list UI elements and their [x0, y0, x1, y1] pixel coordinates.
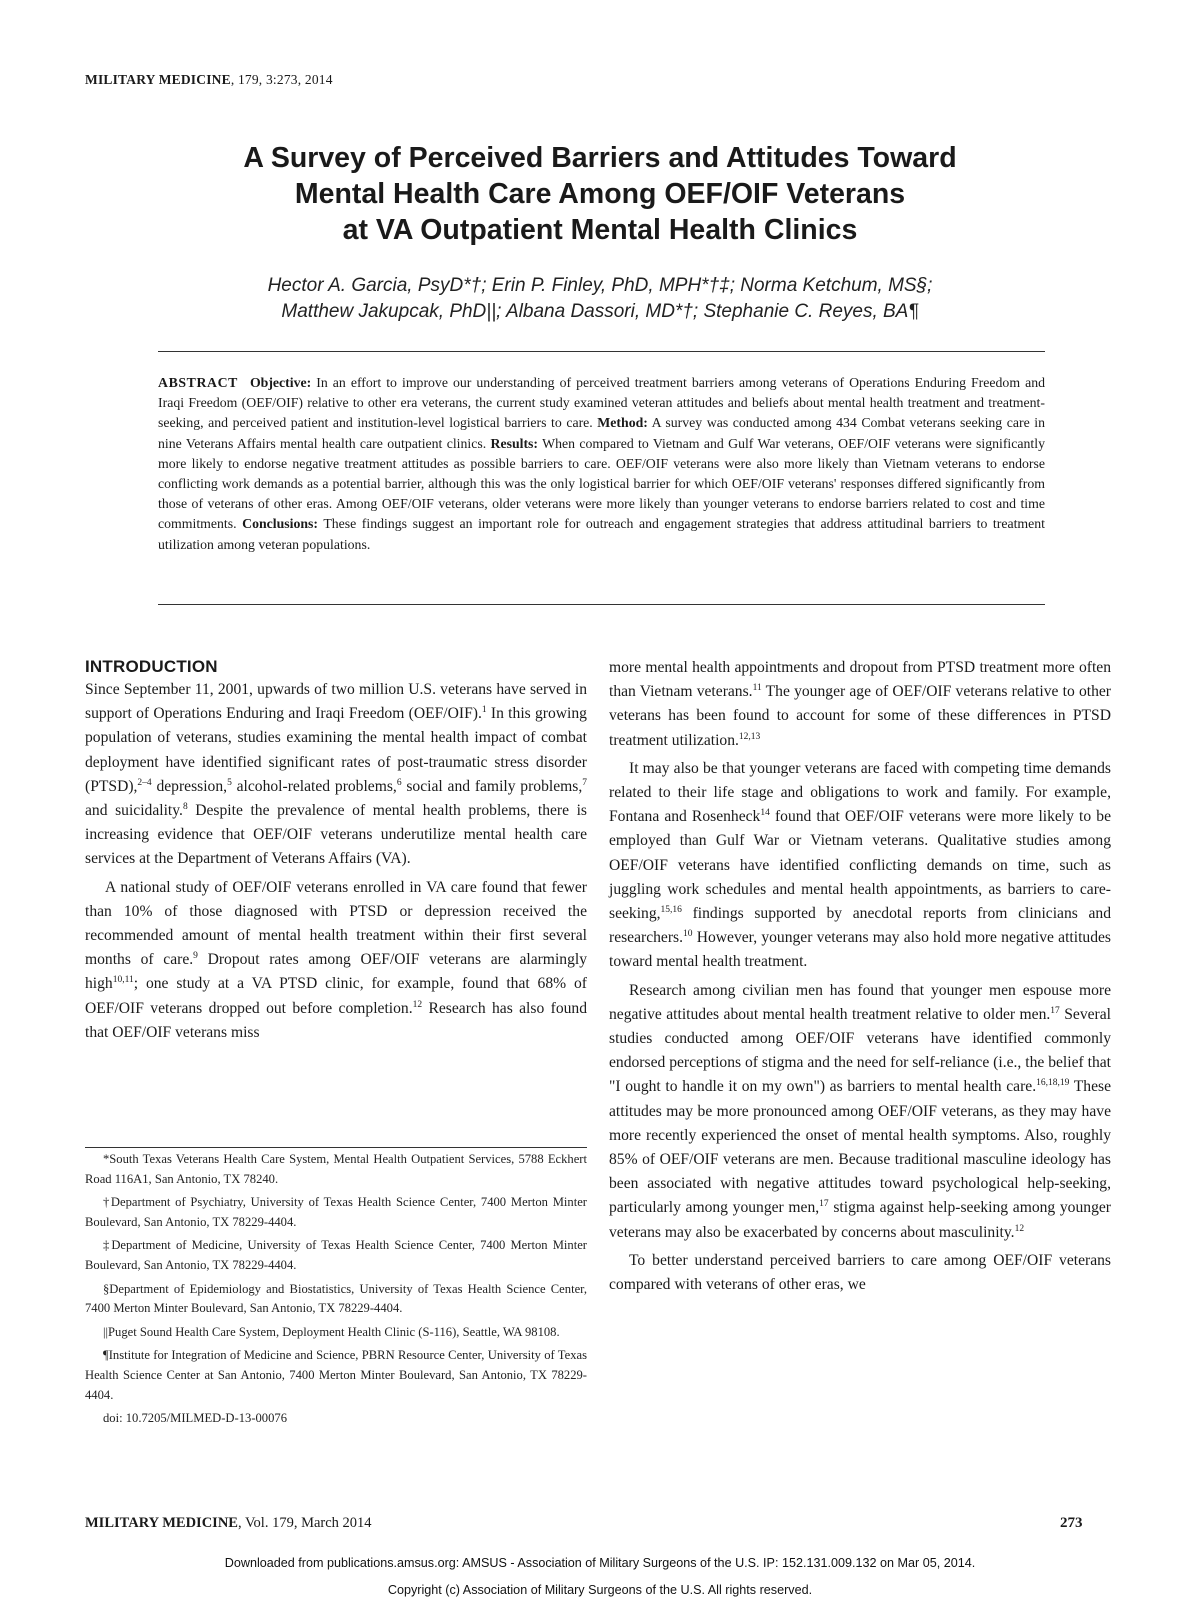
intro-paragraph-3: more mental health appointments and dropout from PTSD treatment more often than Vietnam veterans.$^{11}$ The younger age of OEF/OIF veterans relative to other veterans has been found to account for some of these differences in PTSD treatment utilization.$^{12,13}$ — [609, 659, 1111, 749]
footnote: ¶Institute for Integration of Medicine and Science, PBRN Resource Center, University of Texas Health Science Center at San Antonio, 7400 Merton Minter Boulevard, San Antonio, TX 78229-4404. — [85, 1348, 587, 1402]
journal-citation: , 179, 3:273, 2014 — [230, 72, 333, 87]
doi: doi: 10.7205/MILMED-D-13-00076 — [103, 1411, 287, 1426]
page-number: 273 — [1060, 1515, 1083, 1531]
author-list — [100, 273, 1100, 325]
intro-paragraph-5: Research among civilian men has found that younger men espouse more negative attitudes about mental health treatment relative to older men.$^{17}$ Several studies conducted among OEF/OIF veterans have identified commonly endorsed perceptions of stigma and the need for self-reliance (i.e., the belief that "I ought to handle it on my own") as barriers to mental health care.$^{16,18,19}$ These attitudes may be more pronounced among OEF/OIF veterans, as they may have more recently experienced the onset of mental health symptoms. Also, roughly 85% of OEF/OIF veterans are men. Because traditional masculine ideology has been associated with negative attitudes toward psychological help-seeking, particularly among younger men,$^{17}$ stigma against help-seeking among younger veterans may also be exacerbated by concerns about masculinity.$^{12}$ — [609, 981, 1111, 1241]
title-line: Mental Health Care Among OEF/OIF Veterans — [294, 178, 906, 210]
download-line: Downloaded from publications.amsus.org: AMSUS - Association of Military Surgeons of the U.S. IP: 152.131.009.132 on Mar 05, 2014. — [224, 1556, 976, 1570]
footnote-rule — [85, 1147, 587, 1148]
footer-journal — [85, 1515, 372, 1532]
intro-paragraph-4: It may also be that younger veterans are faced with competing time demands related to their life stage and obligations to work and family. For example, Fontana and Rosenheck$^{14}$ found that OEF/OIF veterans were more likely to be employed than Gulf War or Vietnam veterans. Qualitative studies among OEF/OIF veterans have identified conflicting demands on time, such as juggling work schedules and mental health appointments, as barriers to care-seeking,$^{15,16}$ findings supported by anecdotal reports from clinicians and researchers.$^{10}$ However, younger veterans may also hold more negative attitudes toward mental health treatment. — [609, 759, 1111, 971]
affiliation-footnotes — [85, 1147, 587, 1433]
conclusions-text: These findings suggest an important role for outreach and engagement strategies that address attitudinal barriers to treatment utilization among veteran populations. — [158, 516, 1045, 552]
objective-text: In an effort to improve our understanding of perceived treatment barriers among veterans of Operations Enduring Freedom and Iraqi Freedom (OEF/OIF) relative to other era veterans, the current study examined veteran attitudes and beliefs about mental health treatment and treatment-seeking, and perceived patient and institution-level logistical barriers to care. — [158, 375, 1045, 431]
footnote: †Department of Psychiatry, University of Texas Health Science Center, 7400 Merton Minter Boulevard, San Antonio, TX 78229-4404. — [85, 1195, 587, 1229]
conclusions-label: Conclusions: — [242, 516, 319, 532]
footnote: §Department of Epidemiology and Biostatistics, University of Texas Health Science Center, 7400 Merton Minter Boulevard, San Antonio, TX 78229-4404. — [85, 1281, 587, 1316]
footnote: ||Puget Sound Health Care System, Deployment Health Clinic (S-116), Seattle, WA 98108. — [103, 1324, 560, 1339]
intro-paragraph-2: A national study of OEF/OIF veterans enrolled in VA care found that fewer than 10% of those diagnosed with PTSD or depression received the recommended amount of mental health treatment within their first several months of care.$^9$ Dropout rates among OEF/OIF veterans are alarmingly high$^{10,11}$; one study at a VA PTSD clinic, for example, found that 68% of OEF/OIF veterans dropped out before completion.$^{12}$ Research has also found that OEF/OIF veterans miss — [85, 878, 588, 1041]
title-line: at VA Outpatient Mental Health Clinics — [342, 214, 858, 246]
left-column — [85, 658, 587, 1049]
journal-header — [85, 72, 333, 88]
footnote: *South Texas Veterans Health Care System, Mental Health Outpatient Services, 5788 Eckhert Road 116A1, San Antonio, TX 78240. — [85, 1152, 587, 1186]
download-notice — [0, 1550, 1200, 1604]
abstract-bottom-rule — [158, 604, 1045, 605]
method-text: A survey was conducted among 434 Combat veterans seeking care in nine Veterans Affairs mental health care outpatient clinics. — [158, 415, 1045, 451]
footnote: ‡Department of Medicine, University of Texas Health Science Center, 7400 Merton Minter Boulevard, San Antonio, TX 78229-4404. — [85, 1238, 587, 1272]
footer-issue: , Vol. 179, March 2014 — [237, 1515, 372, 1531]
objective-label: Objective: — [249, 375, 312, 390]
results-text: When compared to Vietnam and Gulf War veterans, OEF/OIF veterans were significantly more likely to endorse negative treatment attitudes as possible barriers to care. OEF/OIF veterans were also more likely than Vietnam veterans to endorse conflicting work demands as a potential barrier, although this was the only logistical barrier for which OEF/OIF veterans' responses differed significantly from those of veterans of other eras. Among OEF/OIF veterans, older veterans were more likely than younger veterans to endorse barriers related to cost and time commitments. — [158, 435, 1045, 532]
results-label: Results: — [490, 435, 539, 451]
copyright-line: Copyright (c) Association of Military Surgeons of the U.S. All rights reserved. — [387, 1583, 813, 1597]
article-title — [100, 140, 1100, 248]
intro-paragraph-6: To better understand perceived barriers to care among OEF/OIF veterans compared with veterans of other eras, we — [609, 1251, 1111, 1294]
abstract-top-rule — [158, 351, 1045, 352]
intro-paragraph-1: Since September 11, 2001, upwards of two million U.S. veterans have served in support of Operations Enduring and Iraqi Freedom (OEF/OIF).$^1$ In this growing population of veterans, studies examining the mental health impact of combat deployment have identified significant rates of post-traumatic stress disorder (PTSD),$^{2-4}$ depression,$^5$ alcohol-related problems,$^6$ social and family problems,$^7$ and suicidality.$^8$ Despite the prevalence of mental health problems, there is increasing evidence that OEF/OIF veterans underutilize mental health care services at the Department of Veterans Affairs (VA). — [85, 681, 587, 868]
abstract — [158, 373, 1045, 555]
right-column — [609, 656, 1111, 1301]
footer-journal-name: MILITARY MEDICINE — [85, 1515, 238, 1531]
author-line: Hector A. Garcia, PsyD*†; Erin P. Finley, PhD, MPH*†‡; Norma Ketchum, MS§; — [267, 275, 933, 296]
journal-name: MILITARY MEDICINE — [85, 72, 231, 87]
author-line: Matthew Jakupcak, PhD||; Albana Dassori, MD*†; Stephanie C. Reyes, BA¶ — [281, 301, 919, 322]
section-heading-introduction: INTRODUCTION — [85, 657, 218, 676]
abstract-label: ABSTRACT — [158, 375, 238, 390]
title-line: A Survey of Perceived Barriers and Attitudes Toward — [243, 142, 957, 174]
method-label: Method: — [597, 415, 648, 431]
